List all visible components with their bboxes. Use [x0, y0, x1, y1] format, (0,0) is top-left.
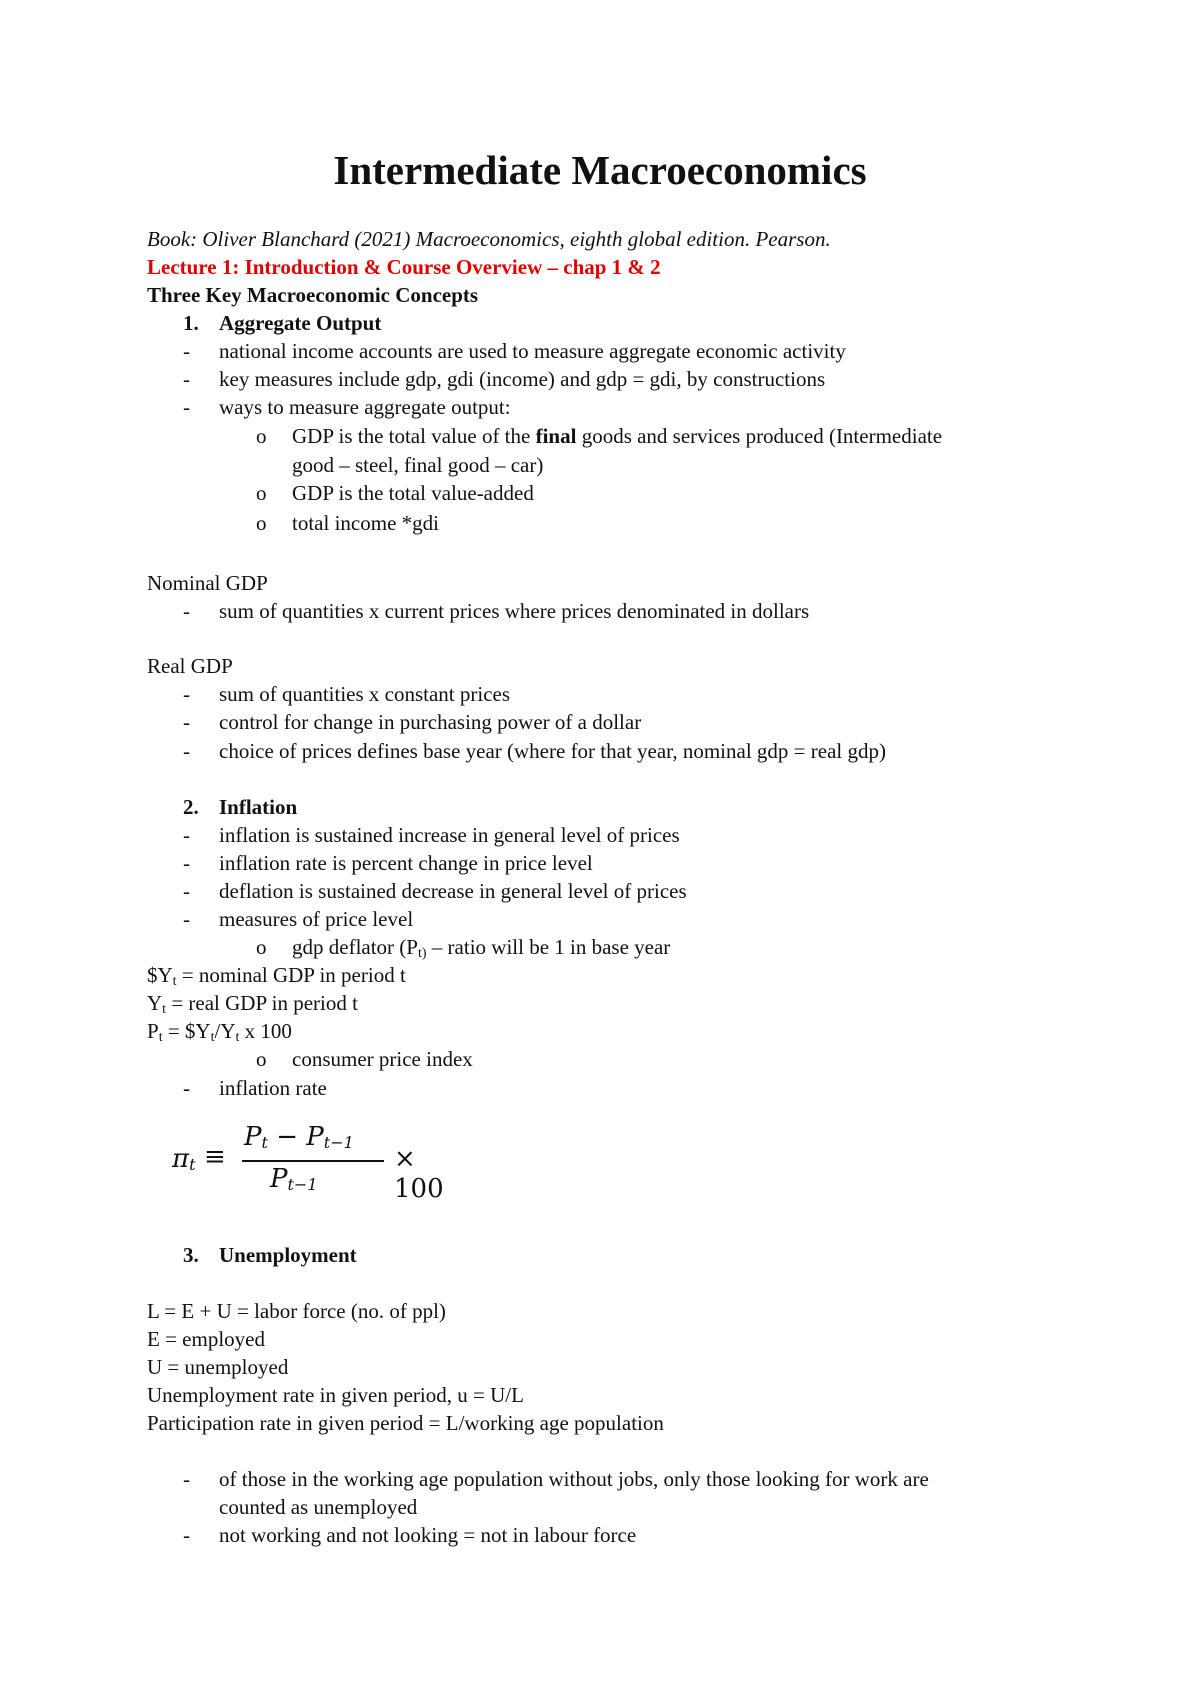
s2-item-3: deflation is sustained decrease in general level of prices	[219, 879, 687, 903]
circle-bullet: o	[256, 424, 267, 448]
s2-item-2: inflation rate is percent change in price level	[219, 851, 593, 875]
s3-item-2: not working and not looking = not in labour force	[219, 1523, 637, 1547]
formula-equiv: ≡	[204, 1142, 226, 1172]
document-title: Intermediate Macroeconomics	[333, 147, 867, 193]
s2-item-5: inflation rate	[219, 1076, 327, 1100]
s1-subitem-3: total income *gdi	[292, 511, 439, 535]
s3-item-1: of those in the working age population without jobs, only those looking for work are	[219, 1467, 929, 1491]
dash-bullet: -	[183, 851, 190, 875]
dash-bullet: -	[183, 395, 190, 419]
unemployed-definition: U = unemployed	[147, 1355, 289, 1379]
circle-bullet: o	[256, 1047, 267, 1071]
deflator-definition: $P_t$ = $\$Y_t/Y_t$ x 100	[147, 1019, 292, 1045]
section-1-heading: Aggregate Output	[219, 311, 382, 335]
formula-fraction-bar	[242, 1160, 384, 1162]
formula-times-100: × 100	[394, 1144, 444, 1204]
dash-bullet: -	[183, 879, 190, 903]
participation-rate-definition: Participation rate in given period = L/working age population	[147, 1411, 664, 1435]
section-2-heading: Inflation	[219, 795, 298, 819]
key-concepts-heading: Three Key Macroeconomic Concepts	[147, 283, 479, 307]
section-3-heading: Unemployment	[219, 1243, 357, 1267]
nominal-item-1: sum of quantities x current prices where prices denominated in dollars	[219, 599, 810, 623]
dash-bullet: -	[183, 682, 190, 706]
dash-bullet: -	[183, 1523, 190, 1547]
book-reference: Book: Oliver Blanchard (2021) Macroeconomics, eighth global edition. Pearson.	[147, 227, 831, 251]
dash-bullet: -	[183, 1076, 190, 1100]
s2-item-4: measures of price level	[219, 907, 414, 931]
s1-subitem-1: GDP is the total value of the final goods and services produced (Intermediate	[292, 424, 943, 448]
dash-bullet: -	[183, 339, 190, 363]
section-2-number: 2.	[183, 795, 199, 819]
dash-bullet: -	[183, 907, 190, 931]
real-gdp-heading: Real GDP	[147, 654, 233, 678]
real-gdp-definition: $Y_t$ = real GDP in period t	[147, 991, 358, 1017]
section-3-number: 3.	[183, 1243, 199, 1267]
circle-bullet: o	[256, 481, 267, 505]
s1-item-2: key measures include gdp, gdi (income) and gdp = gdi, by constructions	[219, 367, 826, 391]
nominal-gdp-heading: Nominal GDP	[147, 571, 268, 595]
unemployment-rate-definition: Unemployment rate in given period, u = U/L	[147, 1383, 524, 1407]
dash-bullet: -	[183, 1467, 190, 1491]
dash-bullet: -	[183, 367, 190, 391]
dash-bullet: -	[183, 823, 190, 847]
real-item-1: sum of quantities x constant prices	[219, 682, 511, 706]
lecture-heading: Lecture 1: Introduction & Course Overview – chap 1 & 2	[147, 255, 661, 279]
dash-bullet: -	[183, 710, 190, 734]
formula-numerator: $P_t - P_{t-1}$	[244, 1122, 354, 1152]
formula-denominator: $P_{t-1}$	[270, 1164, 318, 1194]
circle-bullet: o	[256, 935, 267, 959]
s2-subitem-1: gdp deflator ($P_{t)}$ – ratio will be 1 in base year	[292, 935, 671, 961]
formula-pi: $\pi_t$	[172, 1144, 196, 1174]
s2-item-1: inflation is sustained increase in general level of prices	[219, 823, 680, 847]
real-item-3: choice of prices defines base year (where for that year, nominal gdp = real gdp)	[219, 739, 886, 763]
circle-bullet: o	[256, 511, 267, 535]
inflation-rate-formula	[172, 1122, 472, 1202]
nominal-gdp-definition: $\$Y_t$ = nominal GDP in period t	[147, 963, 406, 989]
labor-force-definition: L = E + U = labor force (no. of ppl)	[147, 1299, 446, 1323]
s1-item-3: ways to measure aggregate output:	[219, 395, 511, 419]
s1-subitem-2: GDP is the total value-added	[292, 481, 534, 505]
dash-bullet: -	[183, 599, 190, 623]
s1-item-1: national income accounts are used to measure aggregate economic activity	[219, 339, 846, 363]
s3-item-1-cont: counted as unemployed	[219, 1495, 418, 1519]
s2-subitem-2: consumer price index	[292, 1047, 473, 1071]
s1-subitem-1-cont: good – steel, final good – car)	[292, 453, 544, 477]
employed-definition: E = employed	[147, 1327, 265, 1351]
real-item-2: control for change in purchasing power of a dollar	[219, 710, 642, 734]
section-1-number: 1.	[183, 311, 199, 335]
dash-bullet: -	[183, 739, 190, 763]
